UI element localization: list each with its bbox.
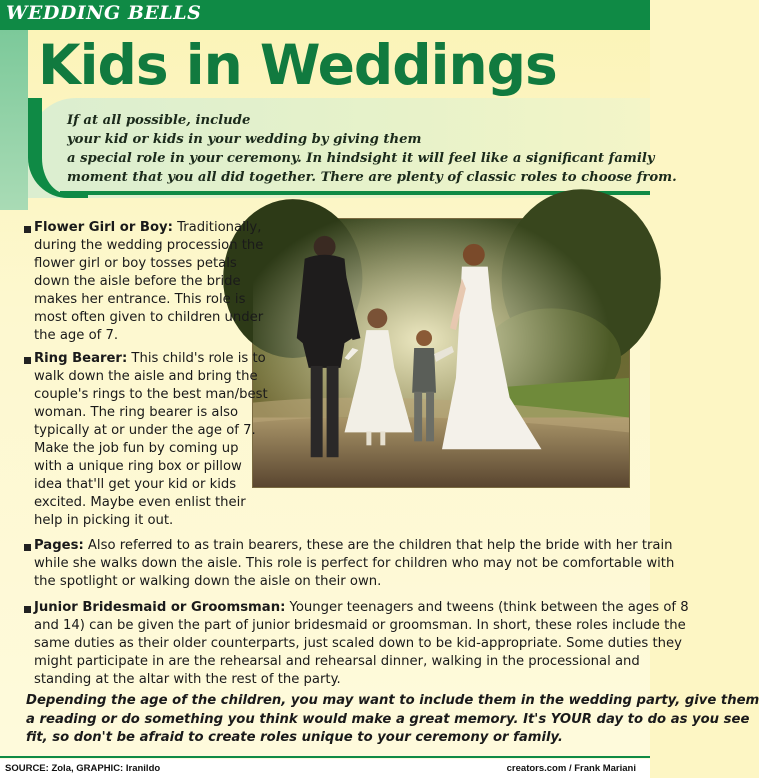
role-text: flower girl or boy tosses petals	[34, 256, 237, 271]
closing-line: Depending the age of the children, you may want to include them in the wedding party, give them	[26, 693, 759, 708]
role-text: woman. The ring bearer is also	[34, 405, 239, 420]
intro-line: moment that you all did together. There are plenty of classic roles to choose from.	[67, 170, 677, 185]
intro-line: your kid or kids in your wedding by giving them	[67, 132, 422, 147]
role-junior-bridesmaid	[34, 599, 689, 689]
role-text: with a unique ring box or pillow	[34, 459, 242, 474]
role-label: Junior Bridesmaid or Groomsman:	[34, 600, 286, 615]
bullet-icon	[24, 226, 31, 233]
wedding-photo	[252, 218, 630, 488]
role-text: makes her entrance. This role is	[34, 292, 246, 307]
role-text: couple's rings to the best man/best	[34, 387, 268, 402]
role-text: This child's role is to	[127, 351, 266, 366]
bullet-icon	[24, 544, 31, 551]
closing-line: fit, so don't be afraid to create roles unique to your ceremony or family.	[26, 730, 563, 745]
role-text: most often given to children under	[34, 310, 264, 325]
bullet-icon	[24, 357, 31, 364]
source-credit: SOURCE: Zola, GRAPHIC: Iranildo	[5, 763, 161, 774]
role-label: Ring Bearer:	[34, 351, 128, 366]
role-text: while she walks down the aisle. This role is perfect for children who may not be comfortable with	[34, 556, 675, 571]
role-text: help in picking it out.	[34, 513, 174, 528]
role-text: standing at the altar with the rest of the party.	[34, 672, 341, 687]
page-title: Kids in Weddings	[38, 33, 557, 97]
role-pages	[34, 537, 674, 591]
role-text: Traditionally,	[172, 220, 262, 235]
role-text: Younger teenagers and tweens (think between the ages of 8	[285, 600, 689, 615]
closing-line: a reading or do something you think would make a great memory. It's YOUR day to do as you see	[26, 711, 750, 727]
role-text: same duties as their older counterparts, just scaled down to be kid-appropriate. Some duties they	[34, 636, 682, 651]
role-text: down the aisle before the bride	[34, 274, 241, 289]
role-text: excited. Maybe even enlist their	[34, 495, 246, 510]
wedding-photo-illustration	[253, 219, 629, 487]
footer-divider	[0, 756, 650, 758]
artist-credit: creators.com / Frank Mariani	[506, 763, 636, 774]
role-text: might participate in are the rehearsal and rehearsal dinner, walking in the processional and	[34, 654, 640, 669]
intro-text	[67, 111, 677, 187]
role-ring-bearer	[34, 350, 268, 530]
role-text: the spotlight or walking down the aisle on their own.	[34, 574, 382, 589]
role-text: and 14) can be given the part of junior bridesmaid or groomsman. In short, these roles include the	[34, 618, 686, 633]
banner-label: WEDDING BELLS	[6, 2, 202, 24]
role-text: idea that'll get your kid or kids	[34, 477, 237, 492]
intro-line: a special role in your ceremony. In hindsight it will feel like a significant family	[67, 151, 655, 166]
role-label: Pages:	[34, 538, 84, 553]
role-text: during the wedding procession the	[34, 238, 264, 253]
role-label: Flower Girl or Boy:	[34, 220, 173, 235]
role-text: Make the job fun by coming up	[34, 441, 239, 456]
closing-paragraph	[26, 692, 759, 748]
role-text: typically at or under the age of 7.	[34, 423, 256, 438]
role-text: Also referred to as train bearers, these are the children that help the bride with her train	[83, 538, 673, 553]
left-accent-bar	[0, 30, 28, 210]
bullet-icon	[24, 606, 31, 613]
role-text: the age of 7.	[34, 328, 119, 343]
intro-line: If at all possible, include	[67, 113, 251, 128]
role-flower-girl	[34, 219, 263, 345]
role-text: walk down the aisle and bring the	[34, 369, 258, 384]
